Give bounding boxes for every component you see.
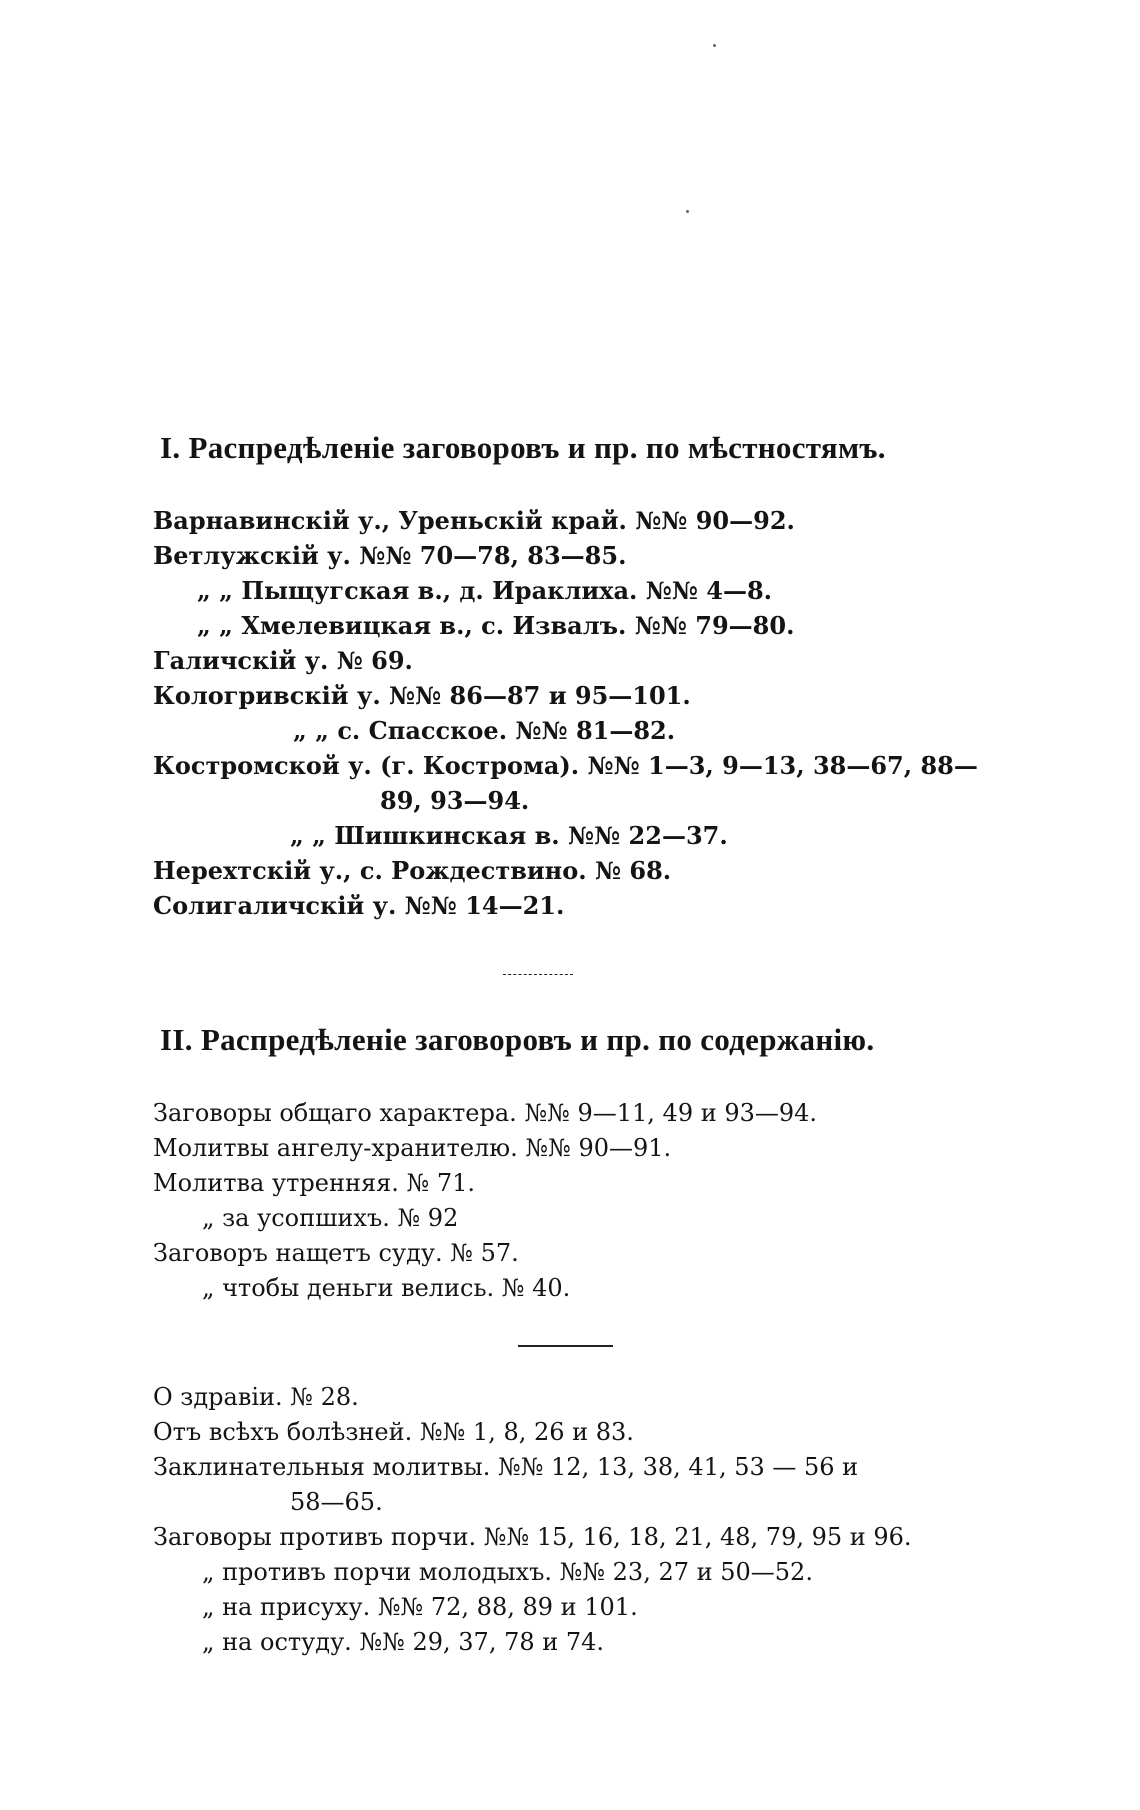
list-item: „ за усопшихъ. № 92 [202, 1204, 459, 1232]
section-2-heading: II. Распредѣленіе заговоровъ и пр. по содержанію. [160, 1022, 875, 1057]
speck-mark [713, 44, 716, 47]
list-item: Заговоры общаго характера. №№ 9—11, 49 и 93—94. [153, 1099, 818, 1127]
list-item: Молитвы ангелу-хранителю. №№ 90—91. [153, 1134, 672, 1162]
list-item: Кологривскій у. №№ 86—87 и 95—101. [153, 681, 691, 710]
list-item: Костромской у. (г. Кострома). №№ 1—3, 9—13, 38—67, 88— [153, 751, 978, 780]
list-item: Нерехтскій у., с. Рождествино. № 68. [153, 856, 672, 885]
list-item: Ветлужскій у. №№ 70—78, 83—85. [153, 541, 627, 570]
section-1-heading: I. Распредѣленіе заговоровъ и пр. по мѣстностямъ. [160, 430, 886, 465]
list-item: Молитва утренняя. № 71. [153, 1169, 475, 1197]
list-item: „ чтобы деньги велись. № 40. [202, 1274, 571, 1302]
list-item-continuation: 58—65. [290, 1488, 383, 1516]
list-item: О здравіи. № 28. [153, 1383, 359, 1411]
list-item: „ „ Шишкинская в. №№ 22—37. [290, 821, 728, 850]
list-item: „ „ с. Спасское. №№ 81—82. [293, 716, 676, 745]
list-item: „ на присуху. №№ 72, 88, 89 и 101. [202, 1593, 638, 1621]
list-item: „ на остуду. №№ 29, 37, 78 и 74. [202, 1628, 605, 1656]
list-item: „ противъ порчи молодыхъ. №№ 23, 27 и 50—52. [202, 1558, 813, 1586]
group-divider [518, 1345, 613, 1347]
list-item: Галичскій у. № 69. [153, 646, 413, 675]
section-divider [503, 974, 573, 975]
speck-mark [686, 210, 689, 213]
list-item: Отъ всѣхъ болѣзней. №№ 1, 8, 26 и 83. [153, 1418, 634, 1446]
list-item: „ „ Хмелевицкая в., с. Извалъ. №№ 79—80. [197, 611, 795, 640]
list-item: „ „ Пыщугская в., д. Ираклиха. №№ 4—8. [197, 576, 773, 605]
list-item: Заклинательныя молитвы. №№ 12, 13, 38, 41, 53 — 56 и [153, 1453, 859, 1481]
list-item: Варнавинскій у., Уреньскій край. №№ 90—92. [153, 506, 795, 535]
list-item: Заговоръ нащетъ суду. № 57. [153, 1239, 519, 1267]
list-item: Заговоры противъ порчи. №№ 15, 16, 18, 21, 48, 79, 95 и 96. [153, 1523, 912, 1551]
list-item: Солигаличскій у. №№ 14—21. [153, 891, 565, 920]
list-item-continuation: 89, 93—94. [380, 786, 530, 815]
